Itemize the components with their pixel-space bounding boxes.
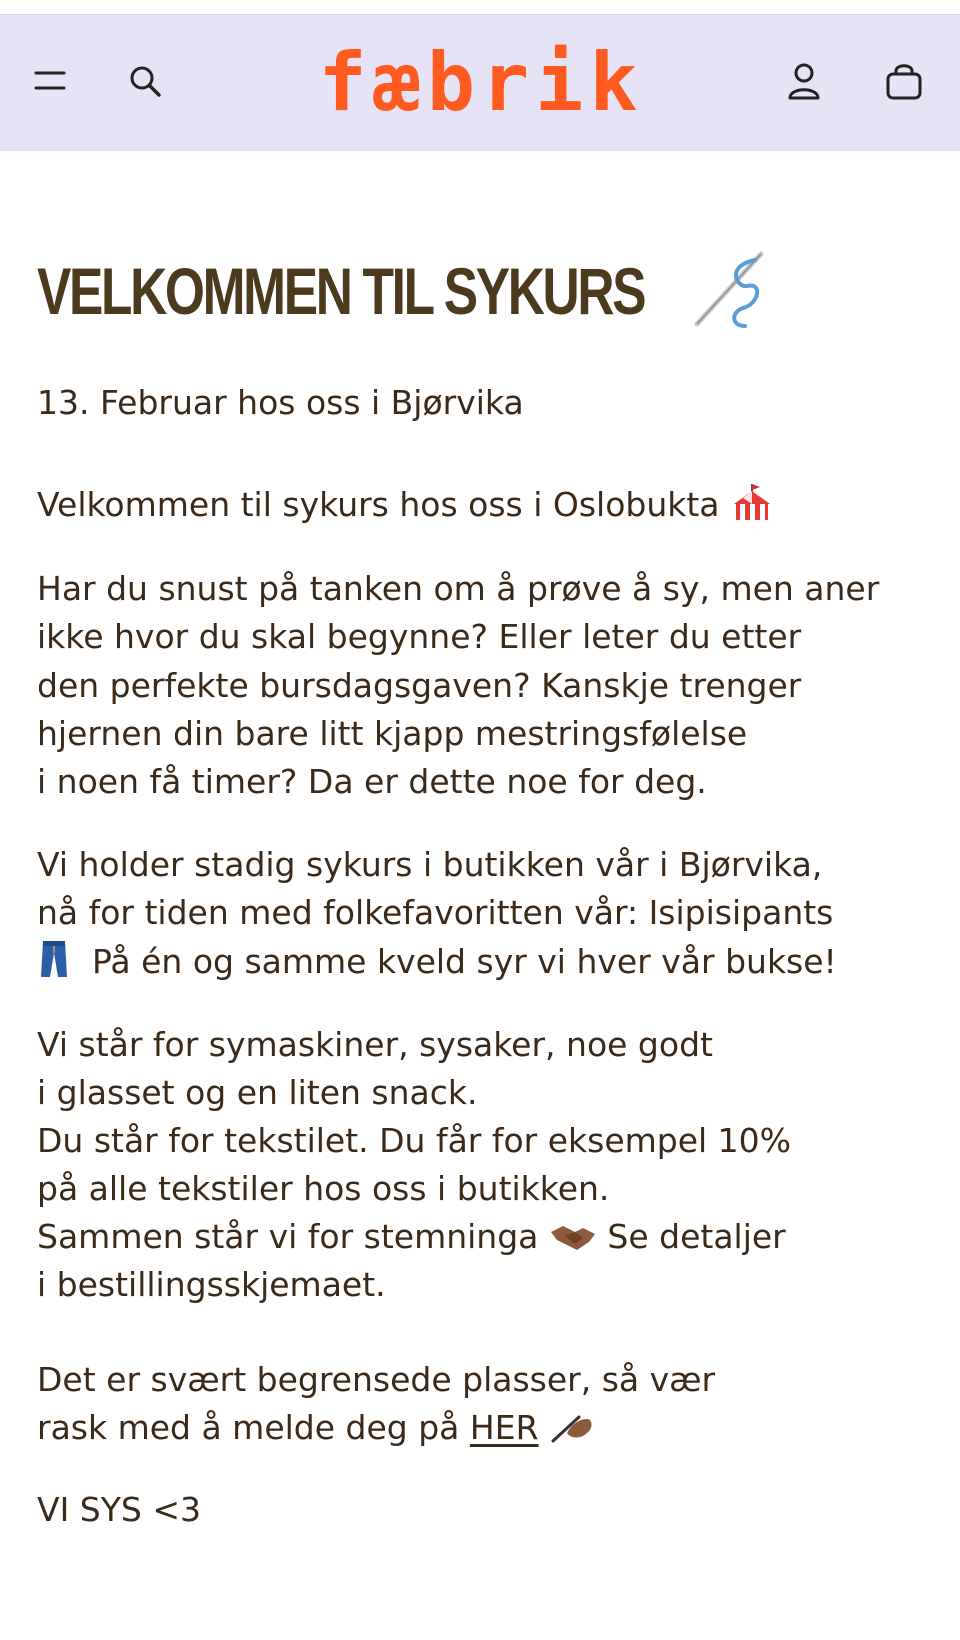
status-strip [0,0,960,15]
paragraph-line: på alle tekstiler hos oss i butikken. [37,1169,610,1208]
title-row [37,246,816,336]
paragraph-line: nå for tiden med folkefavoritten vår: Isipisipants [37,893,834,932]
page-title: VELKOMMEN TIL SYKURS [37,254,645,328]
date-line: 13. Februar hos oss i Bjørvika [37,383,524,422]
paragraph-line: Har du snust på tanken om å prøve å sy, men aner [37,569,880,608]
paragraph-text: rask med å melde deg på [37,1408,460,1447]
paragraph-line: Vi holder stadig sykurs i butikken vår i Bjørvika, [37,845,823,884]
paragraph-line: den perfekte bursdagsgaven? Kanskje trenger [37,666,802,705]
paragraph-line: i noen få timer? Da er dette noe for deg. [37,762,707,801]
paragraph-text: Se detaljer [607,1217,786,1256]
paragraph-line: i bestillingsskjemaet. [37,1265,386,1304]
paragraph-line: hjernen din bare litt kjapp mestringsfølelse [37,714,748,753]
intro-line [37,480,774,536]
paragraph-line: Du står for tekstilet. Du får for eksempel 10% [37,1121,792,1160]
account-icon [786,61,822,105]
paragraph-line: Vi står for symaskiner, sysaker, noe godt [37,1025,713,1064]
cart-icon [884,61,924,105]
signup-link[interactable]: HER [469,1408,539,1447]
paragraph-line: Det er svært begrensede plasser, så vær [37,1360,716,1399]
signoff: VI SYS <3 [37,1490,201,1529]
search-button[interactable] [121,59,169,107]
writing-hand-icon [549,1407,595,1459]
needle-thread-icon [685,246,771,336]
paragraph-line [37,1403,595,1459]
site-header [0,15,960,151]
search-icon [127,63,163,103]
account-button[interactable] [780,59,828,107]
jeans-icon [37,939,71,993]
paragraph-line [37,937,837,993]
cart-button[interactable] [880,59,928,107]
handshake-icon [549,1218,597,1268]
paragraph-line: ikke hvor du skal begynne? Eller leter du etter [37,617,802,656]
paragraph-text: På én og samme kveld syr vi hver vår bukse! [91,942,837,981]
site-logo[interactable]: fæbrik [318,36,644,129]
intro-text: Velkommen til sykurs hos oss i Oslobukta [37,485,720,524]
menu-button[interactable] [26,59,74,107]
menu-icon [33,68,67,98]
circus-tent-icon [730,482,774,536]
paragraph-line: i glasset og en liten snack. [37,1073,478,1112]
paragraph-text: Sammen står vi for stemninga [37,1217,539,1256]
